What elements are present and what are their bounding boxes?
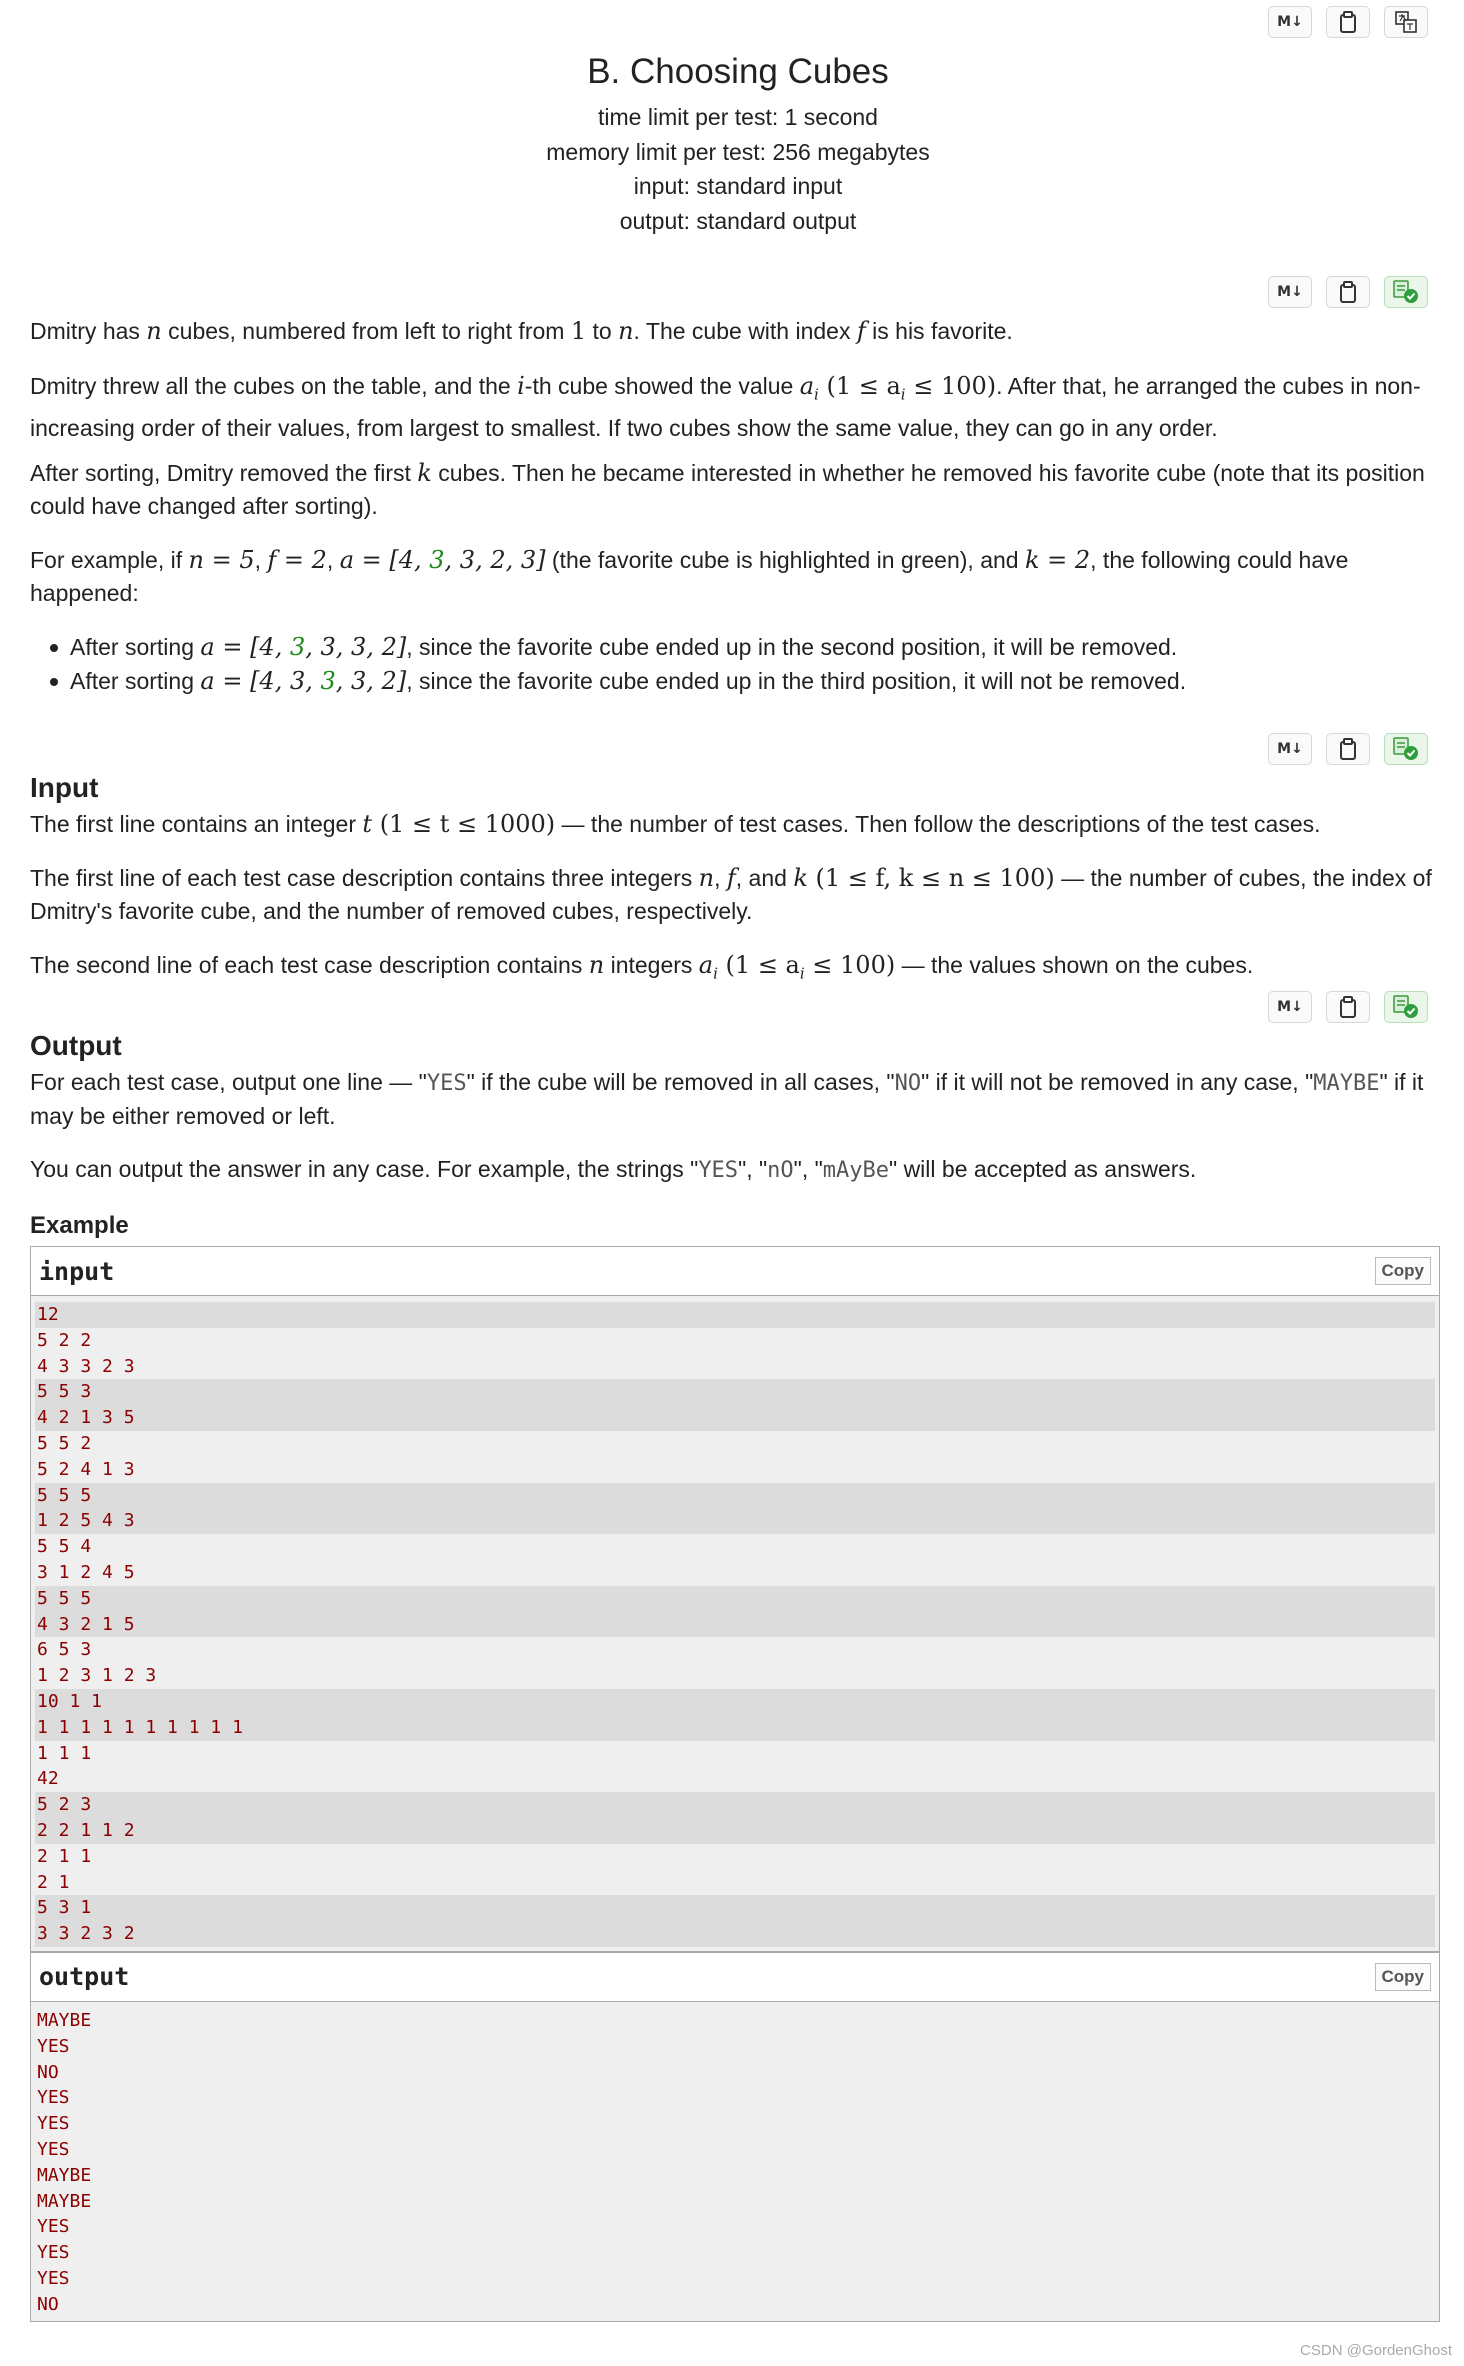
- code-line: MAYBE: [37, 2009, 92, 2031]
- code-line: YES: [37, 2035, 70, 2057]
- clipboard-icon: [1339, 281, 1357, 303]
- output-paragraph-2: You can output the answer in any case. For example, the strings "YES", "nO", "mAyBe" will be accepted as answers.: [30, 1156, 1197, 1183]
- problem-header: [30, 44, 1446, 238]
- code-line: 3 1 2 4 5: [37, 1561, 135, 1583]
- clipboard-icon: [1339, 11, 1357, 33]
- output-toolbar: [1268, 991, 1428, 1023]
- markdown-button[interactable]: M↓: [1268, 991, 1312, 1023]
- list-item: After sorting a = [4, 3, 3, 3, 2], since the favorite cube ended up in the third position, it will not be removed.: [30, 664, 1446, 698]
- check-badge-icon: [1393, 737, 1419, 761]
- example-title: Example: [30, 1212, 129, 1239]
- input-toolbar: [1268, 733, 1428, 765]
- example-notes: [30, 630, 1446, 698]
- code-line: 5 5 3: [35, 1379, 1435, 1405]
- code-line: YES: [37, 2087, 70, 2109]
- output-type: output: standard output: [619, 207, 857, 234]
- input-section-title: Input: [30, 772, 99, 803]
- statement-paragraph-3: After sorting, Dmitry removed the first k cubes. Then he became interested in whether he removed his favorite cube (note that its position could have changed after sorting).: [30, 459, 1425, 519]
- code-line: 5 5 5: [35, 1586, 1435, 1612]
- markdown-button[interactable]: M↓: [1268, 733, 1312, 765]
- code-line: 12: [35, 1302, 1435, 1328]
- input-paragraph-1: The first line contains an integer t (1 ≤ t ≤ 1000) — the number of test cases. Then follow the descriptions of the test cases.: [30, 810, 1321, 838]
- statement-paragraph-2: Dmitry threw all the cubes on the table, and the i-th cube showed the value $a_i$ $(1 \le a_i \le 100)$. After that, he arranged the cubes in non-increasing order of their values, from largest to smallest. If two cubes show the same value, they can go in any order.: [30, 372, 1421, 441]
- code-line: YES: [37, 2113, 70, 2135]
- code-line: 5 2 4 1 3: [37, 1458, 135, 1480]
- input-code[interactable]: [31, 1296, 1439, 1951]
- example-input-header: [31, 1247, 1439, 1296]
- copy-clipboard-button[interactable]: [1326, 733, 1370, 765]
- code-line: MAYBE: [37, 2190, 92, 2212]
- code-line: 4 3 2 1 5: [35, 1612, 1435, 1638]
- code-line: 2 2 1 1 2: [35, 1818, 1435, 1844]
- code-line: 1 1 1 1 1 1 1 1 1 1: [35, 1715, 1435, 1741]
- time-limit: time limit per test: 1 second: [598, 104, 878, 130]
- code-line: 2 1 1: [37, 1845, 92, 1867]
- copied-check-button[interactable]: [1384, 276, 1428, 308]
- code-line: 1 2 3 1 2 3: [37, 1665, 157, 1687]
- copy-clipboard-button[interactable]: [1326, 991, 1370, 1023]
- code-line: 5 2 3: [35, 1792, 1435, 1818]
- output-section-title: Output: [30, 1030, 122, 1061]
- header-toolbar: [1268, 6, 1428, 38]
- code-line: 1 1 1: [37, 1742, 92, 1764]
- copied-check-button[interactable]: [1384, 733, 1428, 765]
- memory-limit: memory limit per test: 256 megabytes: [546, 138, 930, 165]
- example-output: [31, 1953, 1439, 2322]
- code-line: 42: [37, 1768, 59, 1790]
- code-line: NO: [37, 2061, 59, 2083]
- copy-input-button[interactable]: Copy: [1375, 1257, 1432, 1285]
- translate-button[interactable]: [1384, 6, 1428, 38]
- check-badge-icon: [1393, 995, 1419, 1019]
- code-line: YES: [37, 2267, 70, 2289]
- code-line: 5 5 4: [37, 1536, 92, 1558]
- input-paragraph-3: The second line of each test case description contains n integers $a_i$ $(1 \le a_i \le 100)$ — the values shown on the cubes.: [30, 951, 1254, 983]
- input-label: input: [39, 1256, 115, 1286]
- copied-check-button[interactable]: [1384, 991, 1428, 1023]
- input-paragraph-2: The first line of each test case description contains three integers n, f, and k (1 ≤ f, k ≤ n ≤ 100) — the number of cubes, the index of Dmitry's favorite cube, and the number of removed cubes, respectively.: [30, 864, 1432, 924]
- example-input: [31, 1247, 1439, 1953]
- check-badge-icon: [1393, 280, 1419, 304]
- code-line: 5 5 5: [35, 1483, 1435, 1509]
- copy-clipboard-button[interactable]: [1326, 276, 1370, 308]
- list-item: After sorting a = [4, 3, 3, 3, 2], since the favorite cube ended up in the second position, it will be removed.: [30, 630, 1446, 664]
- code-line: 5 3 1: [35, 1895, 1435, 1921]
- output-label: output: [39, 1962, 130, 1992]
- example-output-header: [31, 1953, 1439, 2002]
- clipboard-icon: [1339, 996, 1357, 1018]
- code-line: 2 1: [37, 1871, 70, 1893]
- translate-icon: [1395, 11, 1417, 33]
- code-line: YES: [37, 2138, 70, 2160]
- copy-clipboard-button[interactable]: [1326, 6, 1370, 38]
- problem-title: B. Choosing Cubes: [587, 52, 889, 91]
- code-line: YES: [37, 2216, 70, 2238]
- code-line: 5 2 2: [37, 1329, 92, 1351]
- code-line: 4 2 1 3 5: [35, 1405, 1435, 1431]
- statement-toolbar: [1268, 276, 1428, 308]
- code-line: 10 1 1: [35, 1689, 1435, 1715]
- code-line: 6 5 3: [37, 1639, 92, 1661]
- code-line: 5 5 2: [37, 1432, 92, 1454]
- statement-paragraph-1: Dmitry has n cubes, numbered from left to right from 1 to n. The cube with index f is his favorite.: [30, 317, 1013, 345]
- output-code[interactable]: [31, 2002, 1439, 2322]
- code-line: 3 3 2 3 2: [35, 1921, 1435, 1947]
- input-type: input: standard input: [633, 173, 843, 199]
- markdown-button[interactable]: M↓: [1268, 276, 1312, 308]
- statement-paragraph-4: For example, if n = 5, f = 2, a = [4, 3, 3, 2, 3] (the favorite cube is highlighted in green), and k = 2, the following could have happened:: [30, 546, 1349, 606]
- copy-output-button[interactable]: Copy: [1375, 1963, 1432, 1991]
- code-line: 1 2 5 4 3: [35, 1508, 1435, 1534]
- code-line: YES: [37, 2242, 70, 2264]
- output-paragraph-1: For each test case, output one line — "YES" if the cube will be removed in all cases, "NO" if it will not be removed in any case, "MAYBE" if it may be either removed or left.: [30, 1069, 1424, 1129]
- example-box: [30, 1246, 1440, 2322]
- markdown-button[interactable]: M↓: [1268, 6, 1312, 38]
- clipboard-icon: [1339, 738, 1357, 760]
- code-line: MAYBE: [37, 2164, 92, 2186]
- code-line: NO: [37, 2293, 59, 2315]
- code-line: 4 3 3 2 3: [37, 1355, 135, 1377]
- watermark-credit: CSDN @GordenGhost: [1300, 2342, 1452, 2359]
